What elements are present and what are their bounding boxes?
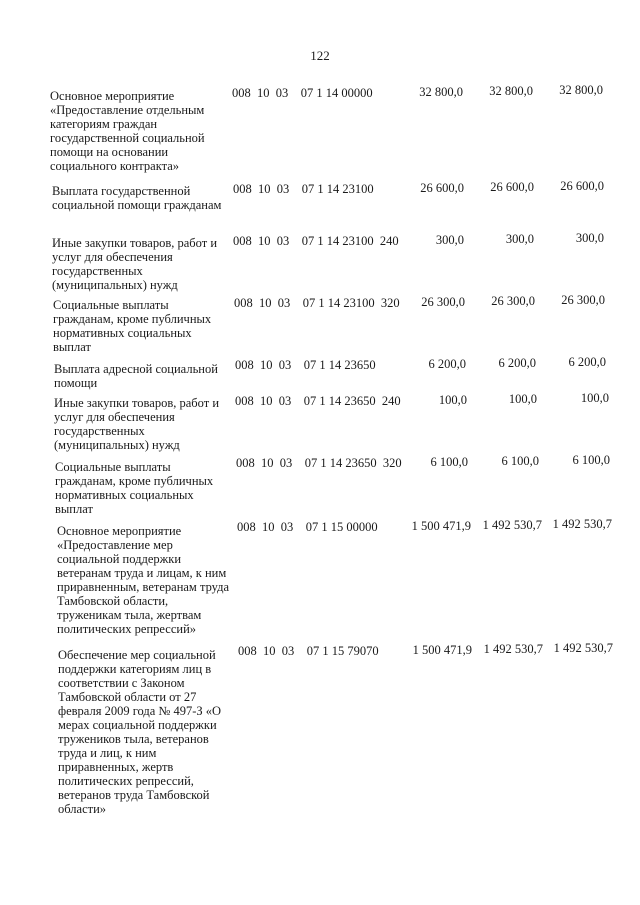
row-value-2: 32 800,0 <box>489 84 533 98</box>
row-value-2: 1 492 530,7 <box>483 642 543 656</box>
row-value-3: 6 200,0 <box>568 355 606 369</box>
row-value-2: 300,0 <box>505 232 534 246</box>
row-codes: 008 10 03 07 1 14 23650 <box>235 358 376 372</box>
row-value-1: 300,0 <box>435 233 464 247</box>
row-name: Социальные выплаты гражданам, кроме публичных нормативных социальных выплат <box>55 460 214 516</box>
row-value-3: 6 100,0 <box>572 453 610 467</box>
row-codes: 008 10 03 07 1 14 23650 240 <box>235 394 401 408</box>
row-name: Иные закупки товаров, работ и услуг для обеспечения государственных (муниципальных) нужд <box>52 236 218 292</box>
row-value-2: 6 200,0 <box>498 356 536 370</box>
row-value-3: 26 600,0 <box>560 179 604 193</box>
row-value-1: 100,0 <box>438 393 467 407</box>
row-value-1: 1 500 471,9 <box>412 643 472 657</box>
row-name: Основное мероприятие «Предоставление мер социальной поддержки ветеранам труда и лицам, к ним приравненным, ветеранам труда Тамбовской области, труженикам тыла, жертвам политических репрессий» <box>57 524 230 636</box>
row-value-3: 26 300,0 <box>561 293 605 307</box>
row-codes: 008 10 03 07 1 14 23100 <box>233 182 374 196</box>
row-value-2: 26 600,0 <box>490 180 534 194</box>
row-name: Обеспечение мер социальной поддержки категориям лиц в соответствии с Законом Тамбовской области от 27 февраля 2009 года № 497-З «О мерах социальной поддержки тружеников тыла, ветеранов труда и лиц, к ним приравненных, жертв политических репрессий, ветеранов труда Тамбовской области» <box>58 648 222 816</box>
row-value-1: 32 800,0 <box>419 85 463 99</box>
row-value-3: 32 800,0 <box>559 83 603 97</box>
row-value-2: 6 100,0 <box>501 454 539 468</box>
page-number: 122 <box>310 48 330 63</box>
row-value-1: 1 500 471,9 <box>411 519 471 533</box>
row-value-3: 100,0 <box>580 391 609 405</box>
row-value-2: 1 492 530,7 <box>482 518 542 532</box>
row-name: Основное мероприятие «Предоставление отдельным категориям граждан государственной социальной помощи на основании социального контракта» <box>50 89 205 173</box>
row-value-1: 6 200,0 <box>428 357 466 371</box>
row-value-1: 6 100,0 <box>430 455 468 469</box>
row-codes: 008 10 03 07 1 14 23100 240 <box>233 234 399 248</box>
row-codes: 008 10 03 07 1 14 00000 <box>232 86 373 100</box>
row-codes: 008 10 03 07 1 15 79070 <box>238 644 379 658</box>
row-codes: 008 10 03 07 1 14 23100 320 <box>234 296 400 310</box>
row-codes: 008 10 03 07 1 15 00000 <box>237 520 378 534</box>
row-name: Выплата государственной социальной помощи гражданам <box>52 184 222 212</box>
row-value-1: 26 300,0 <box>421 295 465 309</box>
row-value-3: 1 492 530,7 <box>553 641 613 655</box>
row-value-3: 1 492 530,7 <box>552 517 612 531</box>
row-value-2: 100,0 <box>508 392 537 406</box>
row-value-2: 26 300,0 <box>491 294 535 308</box>
row-value-1: 26 600,0 <box>420 181 464 195</box>
row-name: Выплата адресной социальной помощи <box>54 362 218 390</box>
row-codes: 008 10 03 07 1 14 23650 320 <box>236 456 402 470</box>
row-value-3: 300,0 <box>575 231 604 245</box>
row-name: Иные закупки товаров, работ и услуг для обеспечения государственных (муниципальных) нужд <box>54 396 220 452</box>
row-name: Социальные выплаты гражданам, кроме публичных нормативных социальных выплат <box>53 298 212 354</box>
